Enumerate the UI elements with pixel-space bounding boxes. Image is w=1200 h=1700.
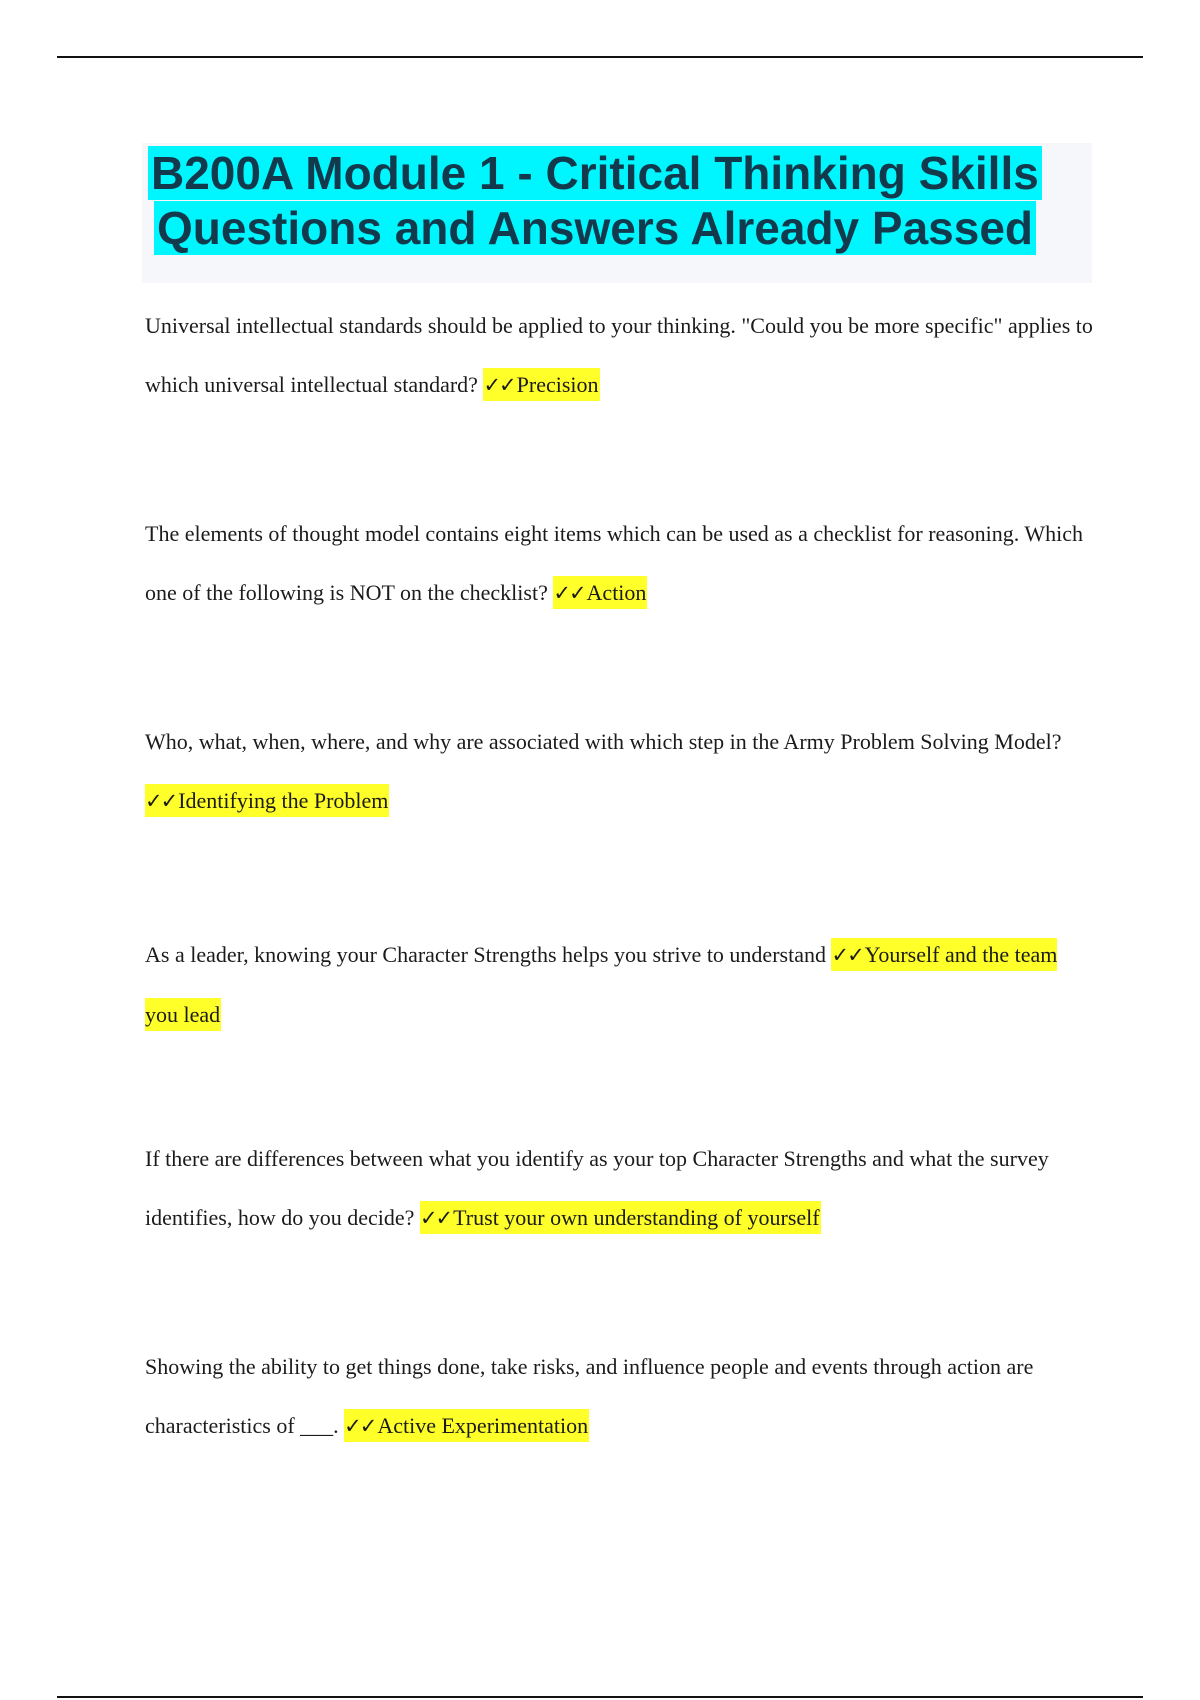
answer-highlight (420, 1201, 821, 1234)
answer-highlight (483, 368, 599, 401)
answer-text: Action (586, 580, 647, 605)
qa-item (145, 712, 1095, 831)
double-check-icon: ✓✓ (553, 581, 585, 605)
answer-text: Precision (516, 372, 599, 397)
qa-item (145, 1129, 1095, 1248)
document-title-line-2: Questions and Answers Already Passed (154, 201, 1036, 255)
qa-item (145, 296, 1095, 415)
question-text: If there are differences between what you identify as your top Character Strengths and what the survey identifies, how do you decide? (145, 1146, 1049, 1230)
answer-highlight (344, 1409, 589, 1442)
question-text: The elements of thought model contains eight items which can be used as a checklist for reasoning. Which one of the following is NOT on the checklist? (145, 521, 1083, 605)
question-text: Universal intellectual standards should be applied to your thinking. "Could you be more specific" applies to which universal intellectual standard? (145, 313, 1093, 397)
double-check-icon: ✓✓ (145, 789, 177, 813)
answer-text: Active Experimentation (377, 1413, 589, 1438)
qa-item (145, 1337, 1095, 1456)
double-check-icon: ✓✓ (831, 943, 863, 967)
double-check-icon: ✓✓ (483, 373, 515, 397)
answer-highlight (145, 784, 389, 817)
qa-item (145, 504, 1095, 623)
bottom-rule (57, 1696, 1143, 1698)
qa-item (145, 925, 1095, 1044)
double-check-icon: ✓✓ (419, 1206, 452, 1230)
double-check-icon: ✓✓ (344, 1414, 376, 1438)
answer-text: Identifying the Problem (178, 788, 389, 813)
answer-text: Trust your own understanding of yourself (453, 1205, 820, 1230)
top-rule (57, 56, 1143, 58)
question-text: As a leader, knowing your Character Strengths helps you strive to understand (145, 942, 826, 967)
question-text: Who, what, when, where, and why are associated with which step in the Army Problem Solving Model? (145, 729, 1062, 754)
document-title-line-1: B200A Module 1 - Critical Thinking Skills (148, 146, 1042, 200)
answer-text: Yourself and the team you lead (145, 942, 1058, 1027)
question-text: Showing the ability to get things done, take risks, and influence people and events through action are characteristics of ___. (145, 1354, 1034, 1438)
answer-highlight (553, 576, 647, 609)
